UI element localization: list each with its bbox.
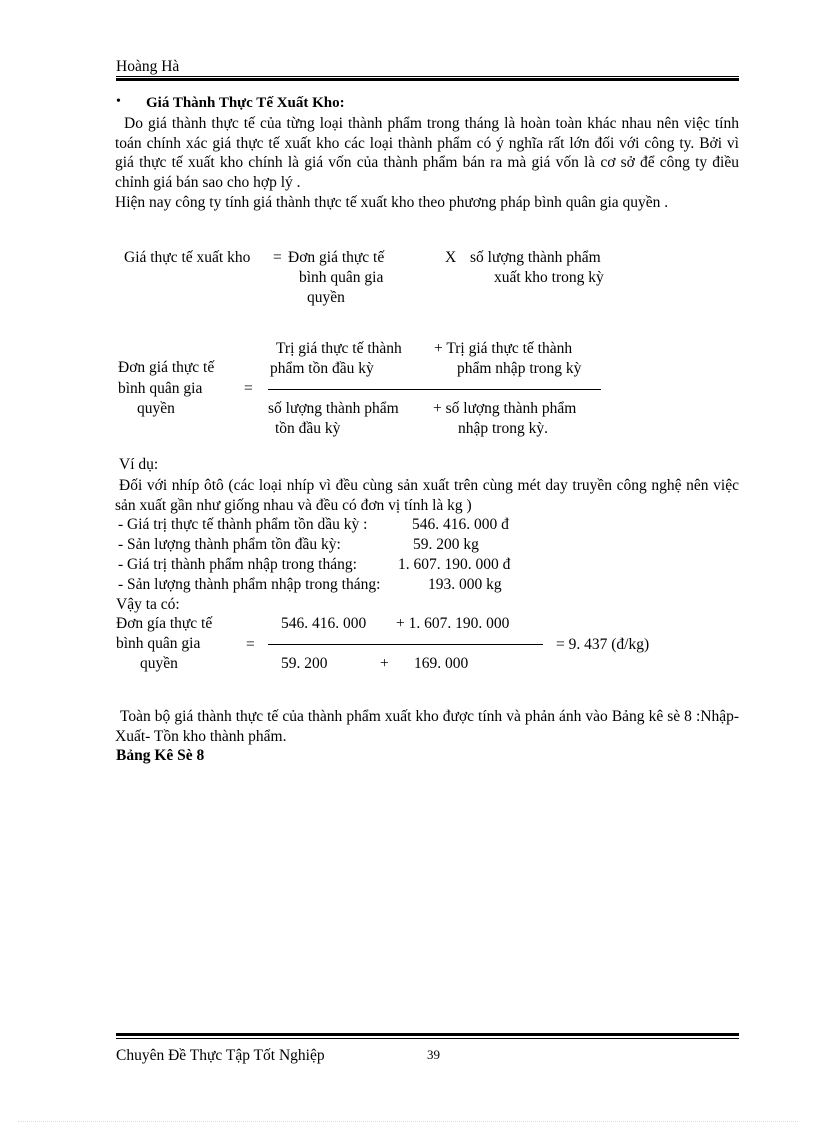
page-number: 39 <box>427 1047 440 1062</box>
calc-fraction-bar <box>268 644 543 645</box>
calc-lhs-line1: Đơn gía thực tế <box>116 615 213 632</box>
closing-paragraph: Toàn bộ giá thành thực tế của thành phẩm xuất kho được tính và phản ánh vào Bảng kê sè 8 :Nhập- Xuất- Tồn kho thành phẩm. <box>115 708 739 745</box>
formula2-den-b-line1: + số lượng thành phẩm <box>433 400 577 417</box>
calc-den-b: 169. 000 <box>414 655 469 672</box>
paragraph-intro: Do giá thành thực tế của từng loại thành phẩm trong tháng là hoàn toàn khác nhau nên việc tính toán chính xác giá thực tế xuất kho các loại thành phẩm có ý nghĩa rất lớn đối với công ty. Bởi vì giá thực tế xuất kho chính là giá vốn của thành phẩm bán ra mà giá vốn là cơ sở để công ty điều chỉnh giá bán sao cho hợp lý . <box>115 115 739 191</box>
calc-num-b: + 1. 607. 190. 000 <box>396 615 510 632</box>
calc-lhs-line3: quyền <box>140 655 178 672</box>
formula2-den-a-line2: tồn đầu kỳ <box>275 420 341 437</box>
formula2-eq: = <box>244 380 253 397</box>
closing-heading: Bảng Kê Sè 8 <box>116 747 205 764</box>
example-item-2-label: - Sản lượng thành phẩm tồn đầu kỳ: <box>118 536 341 553</box>
formula2-num-a-line2: phẩm tồn đầu kỳ <box>270 360 374 377</box>
formula1-eq: = <box>273 249 282 266</box>
calc-eq: = <box>246 636 255 653</box>
calc-num-a: 546. 416. 000 <box>281 615 367 632</box>
example-label: Ví dụ: <box>119 456 159 473</box>
formula2-lhs-line1: Đơn giá thực tế <box>118 359 215 376</box>
formula1-term1-line2: bình quân gia <box>299 269 384 286</box>
example-conclude: Vậy ta có: <box>116 596 180 613</box>
header-rule-thick <box>116 78 739 81</box>
footer-rule-thin <box>116 1038 739 1039</box>
example-item-4-label: - Sản lượng thành phẩm nhập trong tháng: <box>118 576 381 593</box>
formula2-den-a-line1: số lượng thành phẩm <box>268 400 399 417</box>
formula1-term1-line1: Đơn giá thực tế <box>288 249 385 266</box>
page-edge-divider <box>18 1121 798 1122</box>
example-item-1-value: 546. 416. 000 đ <box>412 516 509 533</box>
footer-rule-thick <box>116 1033 739 1036</box>
formula2-den-b-line2: nhập trong kỳ. <box>458 420 548 437</box>
header-author: Hoàng Hà <box>116 58 180 75</box>
example-item-1-label: - Giá trị thực tế thành phẩm tồn dầu kỳ : <box>118 516 368 533</box>
bullet: • <box>116 94 121 109</box>
paragraph-method: Hiện nay công ty tính giá thành thực tế xuất kho theo phương pháp bình quân gia quyền . <box>115 194 669 211</box>
calc-den-op: + <box>380 655 389 672</box>
example-item-3-label: - Giá trị thành phẩm nhập trong tháng: <box>118 556 357 573</box>
formula1-term2-line1: số lượng thành phẩm <box>470 249 601 266</box>
formula2-fraction-bar <box>268 389 601 390</box>
footer-title: Chuyên Đề Thực Tập Tốt Nghiệp <box>116 1047 325 1064</box>
formula1-op: X <box>445 249 457 266</box>
formula2-num-a-line1: Trị giá thực tế thành <box>276 340 402 357</box>
example-item-3-value: 1. 607. 190. 000 đ <box>398 556 511 573</box>
formula2-lhs-line3: quyền <box>137 400 175 417</box>
formula1-term1-line3: quyền <box>307 289 345 306</box>
example-intro: Đối với nhíp ôtô (các loại nhíp vì đều cùng sản xuất trên cùng mét day truyền công nghệ nên việc sản xuất gần như giống nhau và đều có đơn vị tính là kg ) <box>115 477 739 514</box>
formula2-num-b-line2: phẩm nhập trong kỳ <box>457 360 582 377</box>
formula1-term2-line2: xuất kho trong kỳ <box>494 269 604 286</box>
example-item-2-value: 59. 200 kg <box>413 536 479 553</box>
section-title: Giá Thành Thực Tế Xuất Kho: <box>146 95 345 111</box>
formula1-lhs: Giá thực tế xuất kho <box>124 249 251 266</box>
formula2-num-b-line1: + Trị giá thực tế thành <box>434 340 573 357</box>
calc-lhs-line2: bình quân gia <box>116 635 201 652</box>
example-item-4-value: 193. 000 kg <box>428 576 502 593</box>
calc-result: = 9. 437 (đ/kg) <box>556 636 650 653</box>
calc-den-a: 59. 200 <box>281 655 328 672</box>
header-rule-thin <box>116 76 739 77</box>
formula2-lhs-line2: bình quân gia <box>118 380 203 397</box>
